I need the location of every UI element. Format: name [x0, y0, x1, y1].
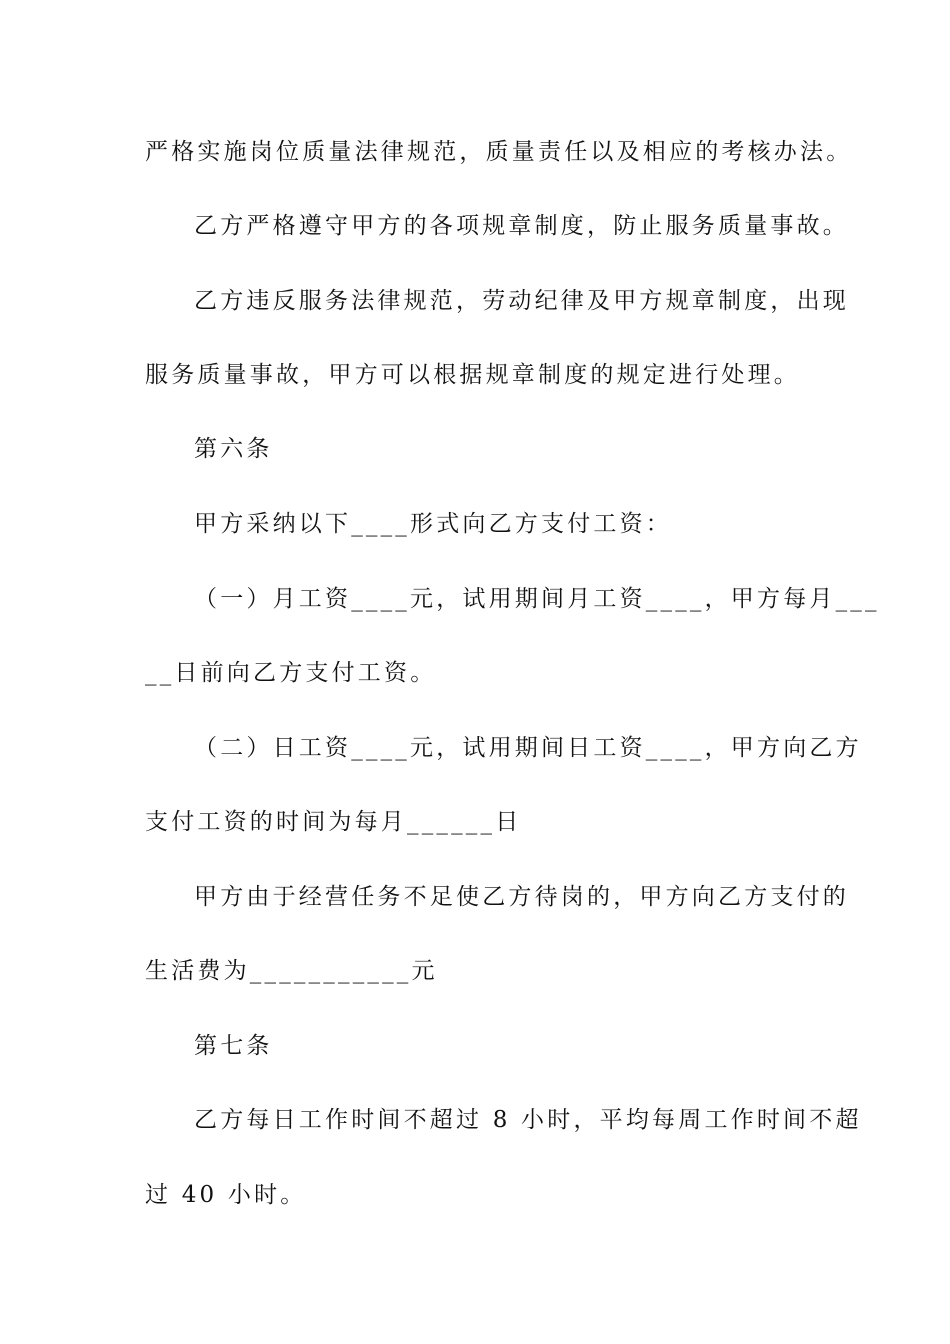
paragraph-line: 支付工资的时间为每月______日	[145, 809, 522, 835]
paragraph-line: 过 40 小时。	[145, 1182, 307, 1208]
paragraph-line: 甲方由于经营任务不足使乙方待岗的，甲方向乙方支付的	[194, 884, 849, 910]
paragraph-line: 乙方严格遵守甲方的各项规章制度，防止服务质量事故。	[194, 213, 849, 239]
paragraph-line: 乙方每日工作时间不超过 8 小时，平均每周工作时间不超	[194, 1107, 862, 1133]
paragraph-line: 生活费为___________元	[145, 958, 438, 984]
paragraph-line: 甲方采纳以下____形式向乙方支付工资：	[194, 511, 672, 537]
paragraph-line: （一）月工资____元，试用期间月工资____，甲方每月___	[194, 586, 880, 612]
paragraph-line: 乙方违反服务法律规范，劳动纪律及甲方规章制度，出现	[194, 288, 849, 314]
section-heading: 第六条	[194, 436, 273, 462]
section-heading: 第七条	[194, 1033, 273, 1059]
paragraph-line: __日前向乙方支付工资。	[145, 660, 437, 686]
paragraph-line: 严格实施岗位质量法律规范，质量责任以及相应的考核办法。	[145, 139, 853, 165]
paragraph-line: 服务质量事故，甲方可以根据规章制度的规定进行处理。	[145, 362, 800, 388]
paragraph-line: （二）日工资____元，试用期间日工资____，甲方向乙方	[194, 735, 862, 761]
